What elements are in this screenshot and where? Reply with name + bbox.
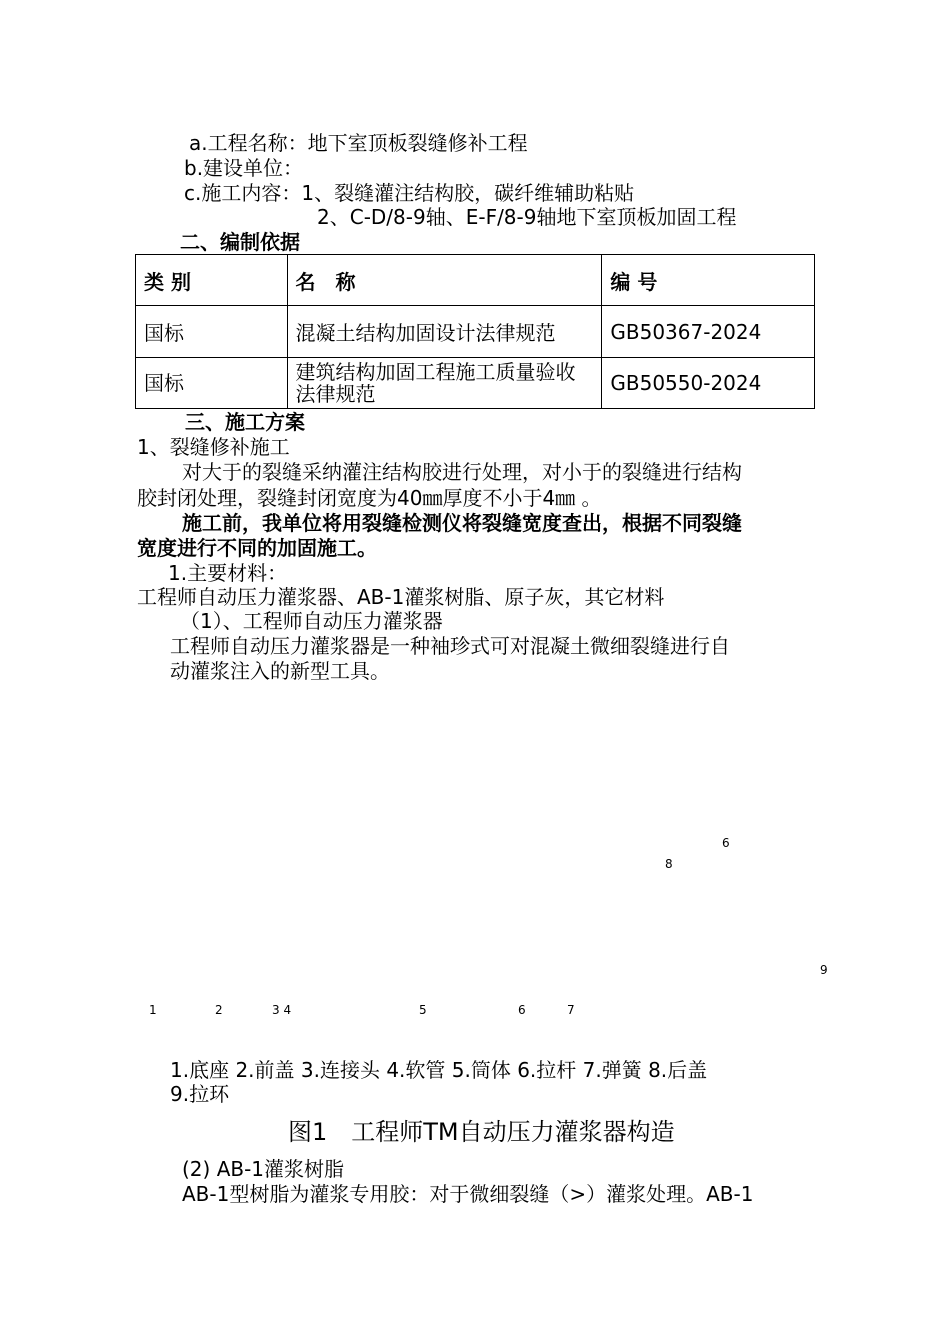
figure-caption: 图1 工程师TM自动压力灌浆器构造 [288, 1118, 675, 1146]
ab1-line1: AB-1型树脂为灌浆专用胶：对于微细裂缝（>）灌浆处理。AB-1 [182, 1182, 754, 1206]
figure-legend-line1: 1.底座 2.前盖 3.连接头 4.软管 5.筒体 6.拉杆 7.弹簧 8.后盖 [170, 1058, 708, 1082]
project-owner-line: b.建设单位： [184, 156, 304, 180]
figure-legend-line2: 9.拉环 [170, 1082, 230, 1106]
item1-line2: 动灌浆注入的新型工具。 [170, 659, 390, 683]
para2-line2: 宽度进行不同的加固施工。 [137, 536, 377, 560]
para1-line1: 对大于的裂缝采纳灌注结构胶进行处理，对小于的裂缝进行结构 [182, 460, 742, 484]
table-cell: 混凝土结构加固设计法律规范 [287, 306, 602, 358]
para1-line2: 胶封闭处理，裂缝封闭宽度为40㎜厚度不小于4㎜ 。 [137, 486, 602, 510]
table-cell: 国标 [136, 306, 288, 358]
basis-table [135, 254, 815, 409]
figure-callout: 7 [567, 1003, 575, 1017]
table-cell: 建筑结构加固工程施工质量验收法律规范 [287, 358, 602, 409]
table-cell: 国标 [136, 358, 288, 409]
figure-callout: 5 [419, 1003, 427, 1017]
table-header-cell: 编 号 [602, 255, 815, 306]
project-content-line2: 2、C-D/8-9轴、E-F/8-9轴地下室顶板加固工程 [317, 205, 737, 229]
figure-callout: 9 [820, 963, 828, 977]
figure-callout: 8 [665, 857, 673, 871]
ab1-title: (2) AB-1灌浆树脂 [182, 1157, 345, 1181]
table-header-cell: 名 称 [287, 255, 602, 306]
table-cell: GB50367-2024 [602, 306, 815, 358]
section3-sub1: 1、裂缝修补施工 [137, 435, 290, 459]
table-header-row [136, 255, 815, 306]
figure-callout: 3 4 [272, 1003, 292, 1017]
section3-heading: 三、施工方案 [185, 410, 305, 434]
figure-callout: 1 [149, 1003, 157, 1017]
materials-list: 工程师自动压力灌浆器、AB-1灌浆树脂、原子灰，其它材料 [137, 585, 665, 609]
section2-heading: 二、编制依据 [180, 230, 300, 254]
figure-callout: 6 [722, 836, 730, 850]
table-header-cell: 类 别 [136, 255, 288, 306]
table-row [136, 306, 815, 358]
figure-callout: 2 [215, 1003, 223, 1017]
materials-title: 1.主要材料： [168, 561, 288, 585]
table-row [136, 358, 815, 409]
item1-title: （1）、工程师自动压力灌浆器 [180, 609, 443, 633]
table-cell: GB50550-2024 [602, 358, 815, 409]
para2-line1: 施工前，我单位将用裂缝检测仪将裂缝宽度查出，根据不同裂缝 [182, 511, 742, 535]
item1-line1: 工程师自动压力灌浆器是一种袖珍式可对混凝土微细裂缝进行自 [170, 634, 730, 658]
project-content-line1: c.施工内容：1、裂缝灌注结构胶，碳纤维辅助粘贴 [184, 181, 635, 205]
figure-callout: 6 [518, 1003, 526, 1017]
project-name-line: a.工程名称：地下室顶板裂缝修补工程 [189, 131, 528, 155]
